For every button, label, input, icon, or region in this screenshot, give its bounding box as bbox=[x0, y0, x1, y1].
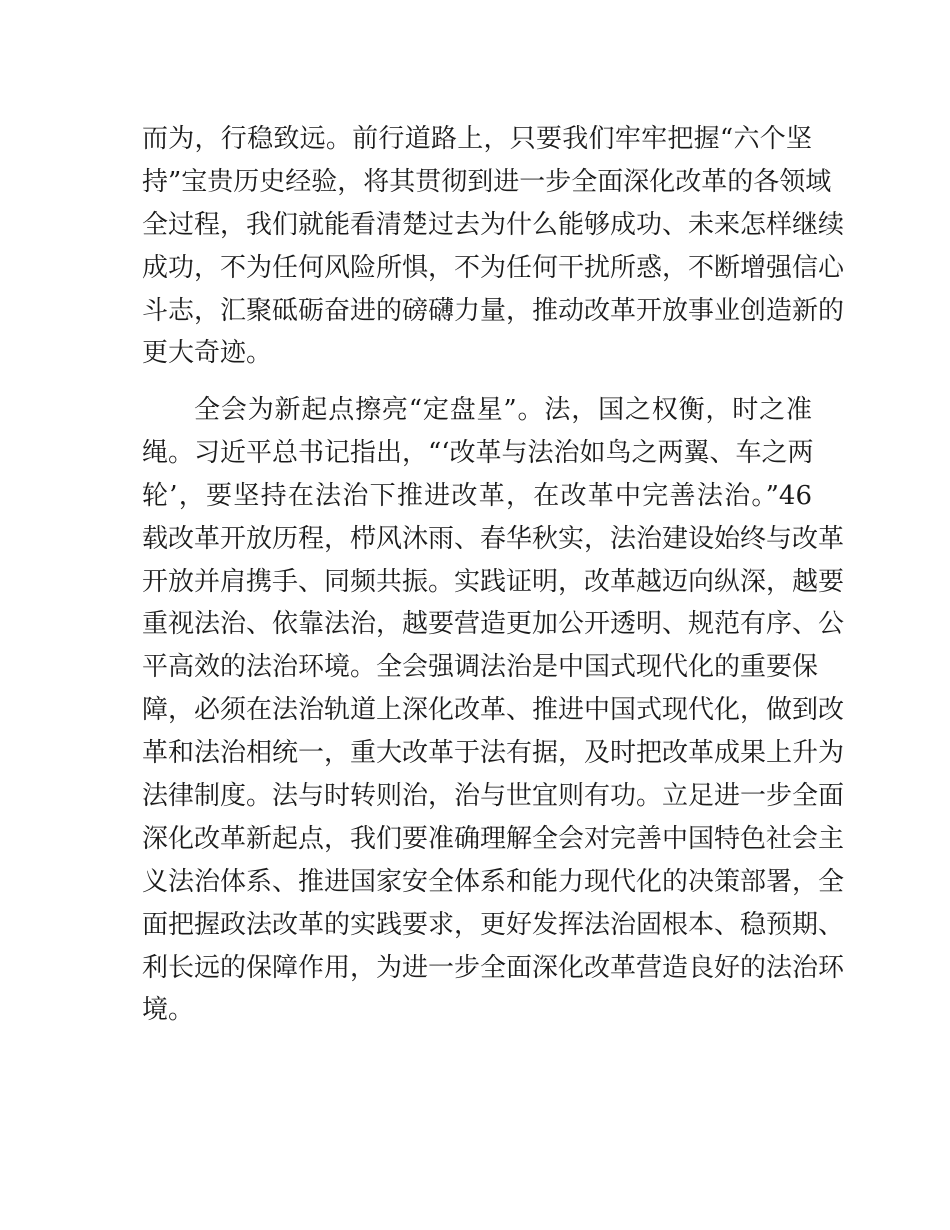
paragraph-line: 而为，行稳致远。前行道路上，只要我们牢牢把握“六个坚 bbox=[142, 124, 812, 154]
paragraph-line: 斗志，汇聚砥砺奋进的磅礴力量，推动改革开放事业创造新的 bbox=[142, 295, 845, 326]
paragraph-line: 深化改革新起点，我们要准确理解全会对完善中国特色社会主 bbox=[142, 823, 845, 854]
paragraph-line: 平高效的法治环境。全会强调法治是中国式现代化的重要保 bbox=[142, 652, 819, 683]
paragraph-line: 面把握政法改革的实践要求，更好发挥法治固根本、稳预期、 bbox=[142, 909, 845, 940]
paragraph-line: 持”宝贵历史经验，将其贯彻到进一步全面深化改革的各领域 bbox=[142, 166, 832, 197]
paragraph-continuation bbox=[142, 118, 845, 375]
paragraph-line: 利长远的保障作用，为进一步全面深化改革营造良好的法治环 bbox=[142, 952, 845, 983]
paragraph-line: 法律制度。法与时转则治，治与世宜则有功。立足进一步全面 bbox=[142, 781, 845, 812]
paragraph-line: 全会为新起点擦亮“定盘星”。法，国之权衡，时之准 bbox=[194, 395, 812, 425]
paragraph-line: 义法治体系、推进国家安全体系和能力现代化的决策部署，全 bbox=[142, 866, 845, 897]
paragraph-line: 障，必须在法治轨道上深化改革、推进中国式现代化，做到改 bbox=[142, 695, 845, 726]
paragraph-line: 开放并肩携手、同频共振。实践证明，改革越迈向纵深，越要 bbox=[142, 566, 845, 597]
paragraph-line: 载改革开放历程，栉风沐雨、春华秋实，法治建设始终与改革 bbox=[142, 523, 845, 554]
paragraph-line: 境。 bbox=[142, 995, 195, 1026]
paragraph-line: 轮’，要坚持在法治下推进改革，在改革中完善法治。”46 bbox=[142, 480, 812, 511]
paragraph-line: 重视法治、依靠法治，越要营造更加公开透明、规范有序、公 bbox=[142, 609, 845, 640]
paragraph-rule-of-law bbox=[142, 389, 845, 1032]
paragraph-line: 更大奇迹。 bbox=[142, 338, 273, 369]
paragraph-line: 绳。习近平总书记指出，“‘改革与法治如鸟之两翼、车之两 bbox=[142, 437, 814, 468]
paragraph-line: 革和法治相统一，重大改革于法有据，及时把改革成果上升为 bbox=[142, 738, 845, 769]
paragraph-line: 全过程，我们就能看清楚过去为什么能够成功、未来怎样继续 bbox=[142, 209, 845, 240]
paragraph-line: 成功，不为任何风险所惧，不为任何干扰所惑，不断增强信心 bbox=[142, 252, 845, 283]
